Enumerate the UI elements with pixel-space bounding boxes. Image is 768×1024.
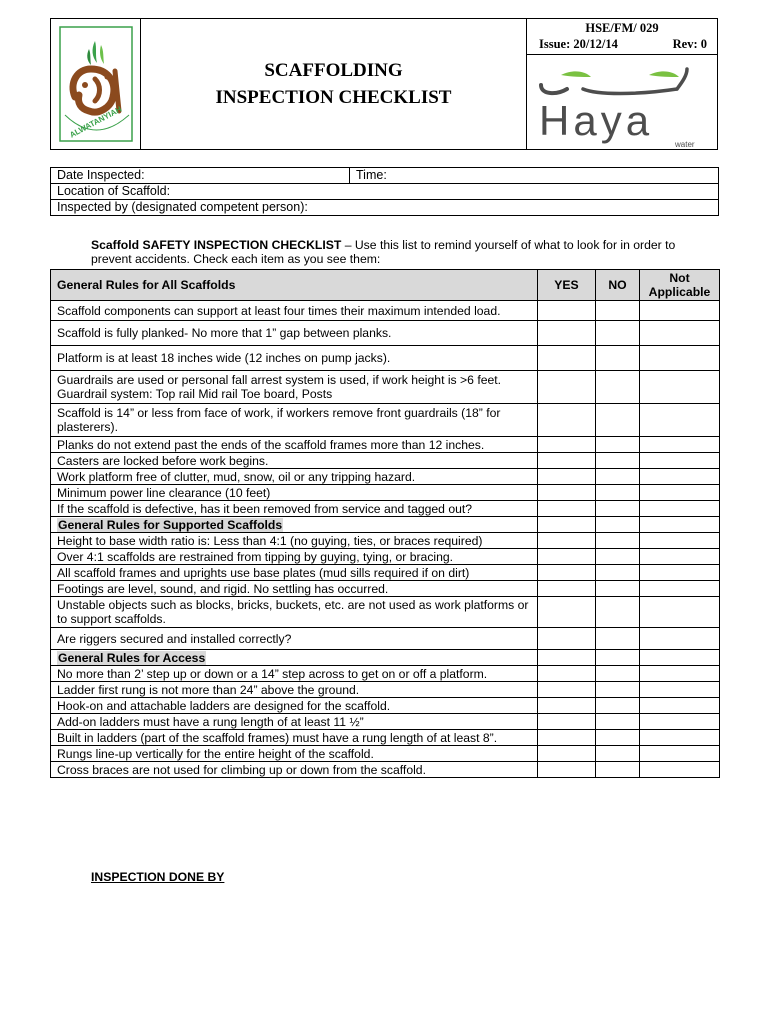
checkbox-cell-yes[interactable] [538,730,596,746]
checkbox-cell-na[interactable] [640,650,720,666]
checkbox-cell-no[interactable] [596,549,640,565]
time-label: Time: [356,168,387,182]
checklist-item-text: Height to base width ratio is: Less than 4:1 (no guying, ties, or braces required) [51,533,538,549]
checkbox-cell-yes[interactable] [538,404,596,437]
checklist-item-text: Hook-on and attachable ladders are designed for the scaffold. [51,698,538,714]
section-header-cell [51,650,538,666]
checkbox-cell-no[interactable] [596,533,640,549]
checkbox-cell-yes[interactable] [538,437,596,453]
checkbox-cell-no[interactable] [596,437,640,453]
inspection-done-by-label: INSPECTION DONE BY [91,870,225,884]
time-field[interactable] [350,168,719,184]
checkbox-cell-na[interactable] [640,321,720,346]
checklist-row [51,746,720,762]
document-title-line2: INSPECTION CHECKLIST [215,87,452,108]
checklist-row [51,453,720,469]
checklist-row [51,404,720,437]
intro-bold: Scaffold SAFETY INSPECTION CHECKLIST [91,238,342,252]
column-header-na: Not Applicable [640,270,720,301]
checkbox-cell-yes[interactable] [538,714,596,730]
checkbox-cell-no[interactable] [596,485,640,501]
checkbox-cell-yes[interactable] [538,565,596,581]
checklist-item-text: Add-on ladders must have a rung length of at least 11 ½” [51,714,538,730]
checkbox-cell-yes[interactable] [538,533,596,549]
location-field[interactable] [51,184,719,200]
checkbox-cell-yes[interactable] [538,371,596,404]
form-info-cell [527,19,717,149]
form-code: HSE/FM/ 029 [585,21,659,35]
checklist-item-text: Footings are level, sound, and rigid. No settling has occurred. [51,581,538,597]
checkbox-cell-na[interactable] [640,628,720,650]
column-header-no: NO [596,270,640,301]
location-label: Location of Scaffold: [57,184,171,198]
checklist-row [51,346,720,371]
document-header [50,18,718,150]
column-header-yes: YES [538,270,596,301]
checklist-item-text: Built in ladders (part of the scaffold frames) must have a rung length of at least 8”. [51,730,538,746]
checkbox-cell-no[interactable] [596,698,640,714]
checkbox-cell-yes[interactable] [538,597,596,628]
checkbox-cell-yes[interactable] [538,746,596,762]
checklist-item-text: Platform is at least 18 inches wide (12 inches on pump jacks). [51,346,538,371]
checkbox-cell-no[interactable] [596,501,640,517]
section-title: General Rules for Access [58,650,206,665]
checkbox-cell-no[interactable] [596,346,640,371]
checkbox-cell-yes[interactable] [538,762,596,778]
checklist-item-text: Scaffold is fully planked- No more that 1” gap between planks. [51,321,538,346]
section-header-row [51,517,720,533]
checkbox-cell-no[interactable] [596,404,640,437]
checklist-row [51,682,720,698]
checkbox-cell-na[interactable] [640,404,720,437]
inspection-info-table [50,167,719,216]
checkbox-cell-yes[interactable] [538,346,596,371]
checkbox-cell-no[interactable] [596,682,640,698]
checkbox-cell-na[interactable] [640,371,720,404]
checkbox-cell-no[interactable] [596,597,640,628]
revision: Rev: 0 [672,37,707,51]
checkbox-cell-yes[interactable] [538,501,596,517]
checkbox-cell-yes[interactable] [538,581,596,597]
checkbox-cell-na[interactable] [640,597,720,628]
intro-paragraph [91,238,681,266]
checklist-row [51,469,720,485]
checkbox-cell-no[interactable] [596,581,640,597]
checkbox-cell-na[interactable] [640,714,720,730]
checkbox-cell-na[interactable] [640,485,720,501]
checklist-item-text: Unstable objects such as blocks, bricks, buckets, etc. are not used as work platforms or to support scaffolds. [51,597,538,628]
checklist-item-text: Casters are locked before work begins. [51,453,538,469]
checkbox-cell-na[interactable] [640,533,720,549]
haya-water-logo [527,55,717,149]
checklist-item-text: Ladder first rung is not more than 24” above the ground. [51,682,538,698]
checkbox-cell-na[interactable] [640,581,720,597]
form-code-box [527,19,717,55]
checklist-row [51,730,720,746]
checkbox-cell-na[interactable] [640,501,720,517]
checklist-item-text: Work platform free of clutter, mud, snow, oil or any tripping hazard. [51,469,538,485]
document-title-line1: SCAFFOLDING [264,60,403,81]
inspector-label: Inspected by (designated competent person): [57,200,308,214]
section-title: General Rules for Supported Scaffolds [58,517,283,532]
checklist-header-row [51,270,720,301]
checkbox-cell-yes[interactable] [538,698,596,714]
checklist-row [51,437,720,453]
checklist-item-text: All scaffold frames and uprights use base plates (mud sills required if on dirt) [51,565,538,581]
issue-date: Issue: 20/12/14 [539,37,618,51]
checklist-item-text: No more than 2’ step up or down or a 14” step across to get on or off a platform. [51,666,538,682]
checklist-item-text: Scaffold is 14” or less from face of work, if workers remove front guardrails (18” for plasterers). [51,404,538,437]
section-header-row [51,650,720,666]
column-header-rules: General Rules for All Scaffolds [51,270,538,301]
checklist-item-text: Scaffold components can support at least four times their maximum intended load. [51,301,538,321]
checklist-row [51,321,720,346]
checklist-row [51,501,720,517]
checklist-item-text: Rungs line-up vertically for the entire height of the scaffold. [51,746,538,762]
checkbox-cell-na[interactable] [640,698,720,714]
checkbox-cell-yes[interactable] [538,321,596,346]
checkbox-cell-no[interactable] [596,517,640,533]
checkbox-cell-na[interactable] [640,469,720,485]
checkbox-cell-na[interactable] [640,666,720,682]
checkbox-cell-no[interactable] [596,469,640,485]
checklist-row [51,371,720,404]
checkbox-cell-no[interactable] [596,650,640,666]
checkbox-cell-na[interactable] [640,746,720,762]
checkbox-cell-na[interactable] [640,730,720,746]
checklist-row [51,698,720,714]
checkbox-cell-yes[interactable] [538,650,596,666]
checkbox-cell-no[interactable] [596,371,640,404]
checklist-item-text: Minimum power line clearance (10 feet) [51,485,538,501]
date-inspected-field[interactable] [51,168,350,184]
checklist-item-text: If the scaffold is defective, has it been removed from service and tagged out? [51,501,538,517]
checklist-item-text: Cross braces are not used for climbing up or down from the scaffold. [51,762,538,778]
alwatanyiah-logo-text: ALWATANYIAH [68,104,124,140]
alwatanyiah-logo [51,19,141,149]
checkbox-cell-no[interactable] [596,730,640,746]
checklist-row [51,549,720,565]
checklist-row [51,762,720,778]
checkbox-cell-yes[interactable] [538,666,596,682]
checkbox-cell-no[interactable] [596,565,640,581]
title-cell [141,19,527,149]
checkbox-cell-no[interactable] [596,321,640,346]
haya-logo-subtext: water [675,140,695,149]
checklist-item-text: Planks do not extend past the ends of the scaffold frames more than 12 inches. [51,437,538,453]
inspector-field[interactable] [51,200,719,216]
checkbox-cell-na[interactable] [640,549,720,565]
haya-logo-text: Haya [539,97,654,144]
checklist-row [51,565,720,581]
date-inspected-label: Date Inspected: [57,168,145,182]
checklist-row [51,485,720,501]
checkbox-cell-na[interactable] [640,565,720,581]
checkbox-cell-na[interactable] [640,437,720,453]
checklist-row [51,714,720,730]
checkbox-cell-na[interactable] [640,762,720,778]
checklist-row [51,666,720,682]
checkbox-cell-no[interactable] [596,714,640,730]
checkbox-cell-na[interactable] [640,682,720,698]
checkbox-cell-yes[interactable] [538,549,596,565]
section-header-cell [51,517,538,533]
intro-text: – Use this list to remind yourself of what to look for in order to prevent accidents. Check each item as you see them: [91,238,676,266]
checkbox-cell-no[interactable] [596,628,640,650]
checklist-item-text: Are riggers secured and installed correctly? [51,628,538,650]
alwatanyiah-logo-cell [51,19,141,149]
checkbox-cell-na[interactable] [640,346,720,371]
checkbox-cell-yes[interactable] [538,517,596,533]
checklist-row [51,301,720,321]
checklist-row [51,581,720,597]
checkbox-cell-no[interactable] [596,301,640,321]
checkbox-cell-yes[interactable] [538,469,596,485]
checklist-row [51,628,720,650]
checkbox-cell-yes[interactable] [538,628,596,650]
checkbox-cell-no[interactable] [596,746,640,762]
checklist-item-text: Guardrails are used or personal fall arrest system is used, if work height is >6 feet. Guardrail system: Top rail Mid rail Toe board, Posts [51,371,538,404]
checkbox-cell-yes[interactable] [538,485,596,501]
checkbox-cell-no[interactable] [596,762,640,778]
checkbox-cell-yes[interactable] [538,301,596,321]
checklist-table [50,269,720,778]
checkbox-cell-na[interactable] [640,301,720,321]
checklist-item-text: Over 4:1 scaffolds are restrained from tipping by guying, tying, or bracing. [51,549,538,565]
checkbox-cell-no[interactable] [596,453,640,469]
checkbox-cell-yes[interactable] [538,682,596,698]
checklist-row [51,597,720,628]
checkbox-cell-yes[interactable] [538,453,596,469]
checklist-row [51,533,720,549]
checkbox-cell-na[interactable] [640,453,720,469]
checkbox-cell-na[interactable] [640,517,720,533]
checkbox-cell-no[interactable] [596,666,640,682]
